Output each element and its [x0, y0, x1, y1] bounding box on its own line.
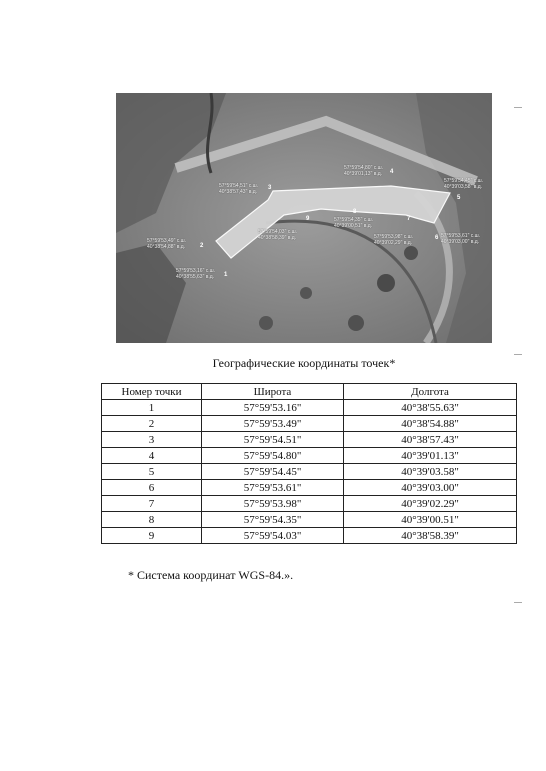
cell-latitude: 57°59'54.51"	[202, 432, 344, 448]
table-row	[102, 512, 517, 528]
map-point-2: 2	[200, 243, 204, 249]
table-row	[102, 448, 517, 464]
satellite-background	[116, 93, 492, 343]
table-row	[102, 480, 517, 496]
cell-latitude: 57°59'53.16"	[202, 400, 344, 416]
cell-point-number: 6	[102, 480, 202, 496]
table-row	[102, 400, 517, 416]
header-latitude: Широта	[202, 384, 344, 400]
header-longitude: Долгота	[344, 384, 517, 400]
header-point-number: Номер точки	[102, 384, 202, 400]
map-point-9: 9	[306, 216, 310, 222]
scan-mark	[514, 354, 522, 355]
map-label-1: 57°59'53,16" с.ш. 40°38'55,63" в.д.	[176, 268, 216, 280]
map-label-3: 57°59'54,51" с.ш. 40°38'57,43" в.д.	[219, 183, 259, 195]
cell-longitude: 40°38'58.39"	[344, 528, 517, 544]
map-label-8: 57°59'54,35" с.ш. 40°39'00,51" в.д.	[334, 217, 374, 229]
cell-point-number: 1	[102, 400, 202, 416]
cell-latitude: 57°59'54.35"	[202, 512, 344, 528]
cell-point-number: 8	[102, 512, 202, 528]
table-row	[102, 528, 517, 544]
cell-point-number: 7	[102, 496, 202, 512]
map-label-5: 57°59'54,45" с.ш. 40°39'03,58" в.д.	[444, 178, 484, 190]
coordinates-table	[101, 383, 517, 544]
table-row	[102, 416, 517, 432]
cell-latitude: 57°59'54.80"	[202, 448, 344, 464]
table-row	[102, 496, 517, 512]
map-point-5: 5	[457, 195, 461, 201]
map-label-4: 57°59'54,80" с.ш. 40°39'01,13" в.д.	[344, 165, 384, 177]
map-point-8: 8	[353, 209, 357, 215]
cell-point-number: 4	[102, 448, 202, 464]
map-label-9: 57°59'54,03" с.ш. 40°38'58,39" в.д.	[258, 229, 298, 241]
map-label-6: 57°59'53,61" с.ш. 40°39'03,00" в.д.	[441, 233, 481, 245]
cell-point-number: 3	[102, 432, 202, 448]
map-label-2: 57°59'53,49" с.ш. 40°38'54,88" в.д.	[147, 238, 187, 250]
table-row	[102, 464, 517, 480]
table-caption: Географические координаты точек*	[212, 356, 396, 370]
footnote: * Система координат WGS-84.».	[128, 568, 294, 582]
map-point-7: 7	[407, 216, 411, 222]
cell-point-number: 9	[102, 528, 202, 544]
cell-latitude: 57°59'53.49"	[202, 416, 344, 432]
map-point-4: 4	[390, 169, 394, 175]
map-point-6: 6	[435, 235, 439, 241]
cell-longitude: 40°39'02.29"	[344, 496, 517, 512]
cell-longitude: 40°39'03.58"	[344, 464, 517, 480]
map-point-1: 1	[224, 272, 228, 278]
cell-longitude: 40°38'54.88"	[344, 416, 517, 432]
cell-longitude: 40°39'03.00"	[344, 480, 517, 496]
cell-point-number: 2	[102, 416, 202, 432]
cell-latitude: 57°59'53.98"	[202, 496, 344, 512]
scan-mark	[514, 602, 522, 603]
cell-longitude: 40°38'57.43"	[344, 432, 517, 448]
cell-latitude: 57°59'53.61"	[202, 480, 344, 496]
scan-mark	[514, 107, 522, 108]
cell-longitude: 40°39'01.13"	[344, 448, 517, 464]
map-point-3: 3	[268, 185, 272, 191]
cell-point-number: 5	[102, 464, 202, 480]
cell-latitude: 57°59'54.45"	[202, 464, 344, 480]
map-label-7: 57°59'53,98" с.ш. 40°39'02,29" в.д.	[374, 234, 414, 246]
satellite-image	[116, 93, 492, 343]
table-header-row	[102, 384, 517, 400]
cell-longitude: 40°39'00.51"	[344, 512, 517, 528]
cell-longitude: 40°38'55.63"	[344, 400, 517, 416]
table-row	[102, 432, 517, 448]
cell-latitude: 57°59'54.03"	[202, 528, 344, 544]
